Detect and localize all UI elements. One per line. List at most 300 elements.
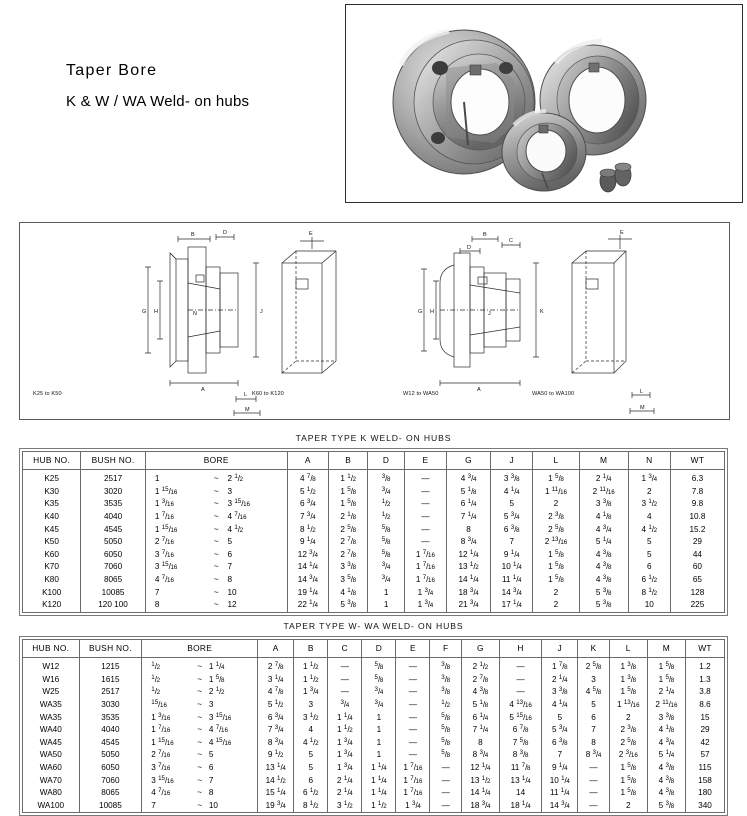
cell-hub-no: K50 [23, 536, 81, 549]
svg-text:G: G [418, 309, 423, 315]
cell-b: 3 $^5$/8 [329, 574, 368, 587]
cell-bush-no: 4040 [81, 511, 146, 524]
cell-a: 7 $^3$/4 [258, 724, 294, 737]
cell-l: 1 $^3$/8 [609, 658, 647, 674]
cell-f: — [430, 787, 461, 800]
cell-j: 5 [542, 711, 578, 724]
cell-a: 9 $^1$/2 [258, 749, 294, 762]
cell-l: 1 $^5$/8 [609, 787, 647, 800]
cell-wt: 10.8 [670, 511, 724, 524]
cell-m: 4 $^3$/8 [579, 561, 628, 574]
cell-d: 1 $^1$/2 [362, 800, 396, 813]
cell-m: 4 $^3$/4 [647, 737, 685, 750]
cell-b: 3 $^1$/2 [294, 711, 328, 724]
cell-l: 2 [609, 800, 647, 813]
cell-bush-no: 3020 [81, 486, 146, 499]
cell-b: 1 $^5$/8 [329, 498, 368, 511]
cell-e: — [396, 686, 430, 699]
cell-l: 2 $^3$/8 [609, 724, 647, 737]
cell-h: 11 $^7$/8 [499, 762, 541, 775]
cell-l: 1 $^5$/8 [533, 549, 579, 562]
column-header-d: D [362, 640, 396, 658]
cell-b: 3 $^3$/8 [329, 561, 368, 574]
table-w [22, 639, 725, 813]
cell-e: — [404, 498, 446, 511]
cell-k: 6 [578, 711, 609, 724]
cell-hub-no: WA70 [23, 774, 80, 787]
cell-n: 10 [628, 599, 670, 612]
cell-g: 2 $^1$/2 [461, 658, 499, 674]
cell-hub-no: WA60 [23, 762, 80, 775]
cell-a: 7 $^3$/4 [287, 511, 328, 524]
cell-hub-no: WA35 [23, 711, 80, 724]
cell-c: 1 $^3$/4 [328, 737, 362, 750]
cell-bore-range: 1 $^3$/16 ~ 3 $^{15}$/16 [145, 498, 287, 511]
cell-bush-no: 3535 [81, 498, 146, 511]
cell-j: 3 $^3$/8 [542, 686, 578, 699]
column-header-b: B [329, 452, 368, 470]
cell-hub-no: W16 [23, 674, 80, 687]
cell-wt: 1.2 [686, 658, 725, 674]
cell-wt: 180 [686, 787, 725, 800]
table-k-title: TAPER TYPE K WELD- ON HUBS [295, 433, 452, 443]
cell-j: 10 $^1$/4 [542, 774, 578, 787]
cell-a: 4 $^7$/8 [287, 470, 328, 486]
cell-j: 2 $^1$/4 [542, 674, 578, 687]
table-w-title: TAPER TYPE W- WA WELD- ON HUBS [283, 621, 464, 631]
cell-bush-no: 3030 [79, 699, 142, 712]
cell-a: 9 $^1$/4 [287, 536, 328, 549]
cell-h: 5 $^{15}$/16 [499, 711, 541, 724]
cell-e: 1 $^7$/16 [396, 762, 430, 775]
cell-j: 11 $^1$/4 [491, 574, 533, 587]
cell-d: 1 [362, 737, 396, 750]
cell-b: 2 $^1$/8 [329, 511, 368, 524]
cell-m: 3 $^3$/8 [579, 498, 628, 511]
cell-e: 1 $^7$/16 [396, 787, 430, 800]
cell-k: 5 [578, 699, 609, 712]
cell-j: 7 [491, 536, 533, 549]
column-header-n: N [628, 452, 670, 470]
cell-h: 13 $^1$/4 [499, 774, 541, 787]
column-header-l: L [609, 640, 647, 658]
cell-b: 2 $^7$/8 [329, 549, 368, 562]
cell-j: 4 $^1$/4 [542, 699, 578, 712]
cell-bush-no: 1615 [79, 674, 142, 687]
cell-bush-no: 6050 [81, 549, 146, 562]
cell-f: — [430, 762, 461, 775]
cell-bore-range: 3 $^7$/16 ~ 6 [142, 762, 258, 775]
cell-bore-range: 2 $^7$/16 ~ 5 [142, 749, 258, 762]
svg-text:B: B [483, 232, 487, 238]
cell-bore-range: 1 $^3$/16 ~ 3 $^{15}$/16 [142, 711, 258, 724]
cell-h: — [499, 658, 541, 674]
svg-text:D: D [223, 230, 227, 236]
cell-c: 1 $^1$/4 [328, 711, 362, 724]
table-row [23, 536, 725, 549]
cell-hub-no: K40 [23, 511, 81, 524]
cell-l: 2 $^5$/8 [533, 523, 579, 536]
cell-e: 1 $^7$/16 [404, 561, 446, 574]
cell-b: 2 $^7$/8 [329, 536, 368, 549]
table-row [23, 470, 725, 486]
cell-g: 21 $^3$/4 [446, 599, 490, 612]
cell-bore-range: 1 ~ 2 $^1$/2 [145, 470, 287, 486]
cell-d: $^1$/2 [368, 498, 405, 511]
cell-n: 6 [628, 561, 670, 574]
cell-e: 1 $^3$/4 [396, 800, 430, 813]
cell-f: $^5$/8 [430, 749, 461, 762]
table-k-body [23, 470, 725, 613]
cell-wt: 128 [670, 586, 724, 599]
product-photo [346, 5, 740, 200]
column-header-bush-no: BUSH NO. [79, 640, 142, 658]
svg-text:M: M [245, 407, 250, 413]
cell-a: 5 $^1$/2 [287, 486, 328, 499]
cell-j: 6 $^3$/8 [491, 523, 533, 536]
cell-b: 8 $^1$/2 [294, 800, 328, 813]
product-photo-frame [345, 4, 743, 203]
cell-k: — [578, 800, 609, 813]
cell-bush-no: 10085 [81, 586, 146, 599]
table-w-wrapper [19, 636, 728, 816]
cell-bore-range: $^{15}$/16 ~ 3 [142, 699, 258, 712]
table-w-body [23, 658, 725, 813]
cell-n: 5 [628, 536, 670, 549]
cell-hub-no: WA80 [23, 787, 80, 800]
cell-m: 4 $^3$/4 [579, 523, 628, 536]
cell-l: 1 $^5$/8 [609, 774, 647, 787]
svg-text:B: B [191, 232, 195, 238]
cell-g: 8 $^3$/4 [446, 536, 490, 549]
cell-a: 8 $^1$/2 [287, 523, 328, 536]
cell-k: 8 [578, 737, 609, 750]
column-header-b: B [294, 640, 328, 658]
cell-m: 5 $^1$/4 [579, 536, 628, 549]
cell-d: 1 $^1$/4 [362, 774, 396, 787]
cell-d: $^5$/8 [362, 658, 396, 674]
cell-hub-no: K45 [23, 523, 81, 536]
cell-j: 14 $^3$/4 [491, 586, 533, 599]
cell-hub-no: K30 [23, 486, 81, 499]
cell-b: 4 [294, 724, 328, 737]
cell-e: — [404, 470, 446, 486]
cell-g: 8 [446, 523, 490, 536]
cell-e: — [396, 699, 430, 712]
cell-wt: 29 [686, 724, 725, 737]
cell-bush-no: 3535 [79, 711, 142, 724]
cell-f: $^5$/8 [430, 724, 461, 737]
drawing-label-4: WA50 to WA100 [532, 391, 575, 397]
cell-bush-no: 2517 [79, 686, 142, 699]
cell-b: 5 [294, 749, 328, 762]
column-header-g: G [446, 452, 490, 470]
cell-j: 1 $^7$/8 [542, 658, 578, 674]
cell-a: 22 $^1$/4 [287, 599, 328, 612]
cell-l: 1 $^{13}$/16 [609, 699, 647, 712]
column-header-m: M [647, 640, 685, 658]
cell-m: 4 $^3$/8 [647, 774, 685, 787]
cell-bush-no: 6050 [79, 762, 142, 775]
table-k [22, 451, 725, 613]
cell-d: 1 $^1$/4 [362, 762, 396, 775]
cell-a: 2 $^7$/8 [258, 658, 294, 674]
cell-m: 2 $^{11}$/16 [579, 486, 628, 499]
cell-bush-no: 120 100 [81, 599, 146, 612]
table-row [23, 674, 725, 687]
page-header [0, 0, 747, 205]
cell-j: 10 $^1$/4 [491, 561, 533, 574]
cell-c: $^3$/4 [328, 699, 362, 712]
cell-g: 7 $^1$/4 [446, 511, 490, 524]
cell-b: 1 $^1$/2 [294, 658, 328, 674]
cell-bush-no: 5050 [79, 749, 142, 762]
cell-e: 1 $^7$/16 [404, 574, 446, 587]
cell-hub-no: W12 [23, 658, 80, 674]
cell-j: 4 $^1$/4 [491, 486, 533, 499]
cell-e: — [396, 711, 430, 724]
cell-c: — [328, 686, 362, 699]
cell-b: 3 [294, 699, 328, 712]
page-title [66, 62, 249, 110]
cell-m: 4 $^1$/8 [647, 724, 685, 737]
cell-d: $^5$/8 [368, 536, 405, 549]
cell-n: 2 [628, 486, 670, 499]
cell-h: — [499, 686, 541, 699]
table-row [23, 523, 725, 536]
svg-text:G: G [142, 309, 147, 315]
cell-e: — [396, 737, 430, 750]
svg-text:D: D [467, 245, 471, 251]
cell-bush-no: 1215 [79, 658, 142, 674]
cell-a: 3 $^1$/4 [258, 674, 294, 687]
cell-d: $^3$/4 [368, 561, 405, 574]
table-row [23, 574, 725, 587]
cell-d: $^5$/8 [368, 523, 405, 536]
cell-k: 2 $^5$/8 [578, 658, 609, 674]
cell-hub-no: K100 [23, 586, 81, 599]
cell-m: 4 $^1$/8 [579, 511, 628, 524]
drawing-k25-k50 [142, 230, 336, 416]
cell-f: $^5$/8 [430, 711, 461, 724]
cell-bore-range: $^1$/2 ~ 1 $^5$/8 [142, 674, 258, 687]
cell-l: 1 $^5$/8 [609, 762, 647, 775]
cell-bore-range: 2 $^7$/16 ~ 5 [145, 536, 287, 549]
cell-f: — [430, 800, 461, 813]
cell-n: 1 $^3$/4 [628, 470, 670, 486]
cell-wt: 1.3 [686, 674, 725, 687]
cell-bore-range: 1 $^{15}$/16 ~ 4 $^{15}$/16 [142, 737, 258, 750]
cell-d: $^3$/4 [368, 574, 405, 587]
cell-j: 3 $^3$/8 [491, 470, 533, 486]
cell-f: $^5$/8 [430, 737, 461, 750]
cell-l: 2 [609, 711, 647, 724]
column-header-d: D [368, 452, 405, 470]
cell-hub-no: K60 [23, 549, 81, 562]
cell-l: 2 [533, 498, 579, 511]
cell-m: 5 $^3$/8 [579, 586, 628, 599]
column-header-e: E [396, 640, 430, 658]
cell-hub-no: WA45 [23, 737, 80, 750]
cell-j: 6 $^3$/8 [542, 737, 578, 750]
cell-bush-no: 4545 [81, 523, 146, 536]
column-header-m: M [579, 452, 628, 470]
cell-d: 1 [368, 599, 405, 612]
cell-c: 1 $^1$/2 [328, 724, 362, 737]
table-row [23, 787, 725, 800]
cell-hub-no: K70 [23, 561, 81, 574]
svg-text:C: C [509, 238, 513, 244]
cell-hub-no: WA40 [23, 724, 80, 737]
cell-b: 1 $^1$/2 [329, 470, 368, 486]
cell-h: 18 $^1$/4 [499, 800, 541, 813]
cell-wt: 65 [670, 574, 724, 587]
cell-e: — [396, 749, 430, 762]
cell-bush-no: 4545 [79, 737, 142, 750]
cell-wt: 8.6 [686, 699, 725, 712]
cell-bush-no: 7060 [79, 774, 142, 787]
cell-e: 1 $^3$/4 [404, 599, 446, 612]
svg-text:N: N [193, 311, 197, 317]
cell-b: 6 [294, 774, 328, 787]
cell-j: 5 [491, 498, 533, 511]
cell-bore-range: 1 $^7$/16 ~ 4 $^7$/16 [145, 511, 287, 524]
table-row [23, 561, 725, 574]
cell-g: 6 $^1$/4 [446, 498, 490, 511]
cell-l: 1 $^{11}$/16 [533, 486, 579, 499]
cell-g: 18 $^3$/4 [461, 800, 499, 813]
cell-bush-no: 7060 [81, 561, 146, 574]
cell-g: 2 $^7$/8 [461, 674, 499, 687]
cell-d: 1 [362, 724, 396, 737]
cell-a: 14 $^1$/4 [287, 561, 328, 574]
cell-bore-range: 8 ~ 12 [145, 599, 287, 612]
cell-a: 4 $^7$/8 [258, 686, 294, 699]
column-header-bore: BORE [142, 640, 258, 658]
cell-m: 5 $^1$/4 [647, 749, 685, 762]
column-header-hub-no: HUB NO. [23, 452, 81, 470]
cell-m: 3 $^3$/8 [647, 711, 685, 724]
column-header-k: K [578, 640, 609, 658]
cell-f: $^1$/2 [430, 699, 461, 712]
table-row [23, 658, 725, 674]
table-row [23, 762, 725, 775]
table-row [23, 724, 725, 737]
svg-text:J: J [260, 309, 263, 315]
cell-wt: 115 [686, 762, 725, 775]
cell-wt: 340 [686, 800, 725, 813]
drawing-label-1: K25 to K50 [33, 391, 62, 397]
cell-wt: 15.2 [670, 523, 724, 536]
svg-text:L: L [640, 389, 644, 395]
cell-g: 8 [461, 737, 499, 750]
cell-bush-no: 2517 [81, 470, 146, 486]
title-line-1: Taper Bore [66, 62, 158, 79]
cell-l: 1 $^5$/8 [533, 574, 579, 587]
cell-c: 1 $^3$/4 [328, 749, 362, 762]
cell-l: 2 [533, 586, 579, 599]
drawing-w12-wa50 [418, 230, 654, 414]
cell-bore-range: 1 $^{15}$/16 ~ 4 $^1$/2 [145, 523, 287, 536]
cell-d: $^5$/8 [368, 549, 405, 562]
cell-e: 1 $^3$/4 [404, 586, 446, 599]
cell-l: 1 $^3$/8 [609, 674, 647, 687]
cell-d: 1 [362, 711, 396, 724]
cell-j: 17 $^1$/4 [491, 599, 533, 612]
title-line-2: K & W / WA Weld- on hubs [66, 93, 250, 110]
table-row [23, 774, 725, 787]
cell-g: 4 $^3$/8 [461, 686, 499, 699]
table-row [23, 737, 725, 750]
cell-d: $^1$/2 [368, 511, 405, 524]
cell-hub-no: W25 [23, 686, 80, 699]
cell-m: 4 $^3$/8 [647, 762, 685, 775]
cell-c: 2 $^1$/4 [328, 787, 362, 800]
cell-h: 8 $^3$/8 [499, 749, 541, 762]
cell-g: 13 $^1$/2 [446, 561, 490, 574]
cell-m: 2 $^1$/4 [579, 470, 628, 486]
cell-j: 5 $^3$/4 [491, 511, 533, 524]
cell-c: 3 $^1$/2 [328, 800, 362, 813]
cell-g: 8 $^3$/4 [461, 749, 499, 762]
cell-bore-range: 7 ~ 10 [142, 800, 258, 813]
cell-wt: 3.8 [686, 686, 725, 699]
svg-text:H: H [154, 309, 158, 315]
table-row [23, 800, 725, 813]
column-header-j: J [542, 640, 578, 658]
cell-bush-no: 4040 [79, 724, 142, 737]
table-row [23, 711, 725, 724]
cell-b: 1 $^3$/4 [294, 686, 328, 699]
column-header-l: L [533, 452, 579, 470]
cell-m: 5 $^3$/8 [647, 800, 685, 813]
cell-e: — [396, 658, 430, 674]
cell-a: 13 $^1$/4 [258, 762, 294, 775]
cell-bore-range: $^1$/2 ~ 2 $^1$/2 [142, 686, 258, 699]
column-header-hub-no: HUB NO. [23, 640, 80, 658]
table-k-header-row [23, 452, 725, 470]
column-header-a: A [287, 452, 328, 470]
cell-a: 12 $^3$/4 [287, 549, 328, 562]
cell-bore-range: 1 $^{15}$/16 ~ 3 [145, 486, 287, 499]
column-header-j: J [491, 452, 533, 470]
svg-text:K: K [540, 309, 544, 315]
column-header-e: E [404, 452, 446, 470]
column-header-bore: BORE [145, 452, 287, 470]
drawing-label-2: K60 to K120 [252, 391, 284, 397]
cell-b: 6 $^1$/2 [294, 787, 328, 800]
cell-n: 6 $^1$/2 [628, 574, 670, 587]
cell-wt: 6.3 [670, 470, 724, 486]
cell-n: 8 $^1$/2 [628, 586, 670, 599]
cell-bore-range: 3 $^{15}$/16 ~ 7 [142, 774, 258, 787]
cell-m: 1 $^5$/8 [647, 674, 685, 687]
cell-hub-no: WA35 [23, 699, 80, 712]
table-row [23, 511, 725, 524]
cell-bore-range: 4 $^7$/16 ~ 8 [142, 787, 258, 800]
cell-wt: 15 [686, 711, 725, 724]
table-k-wrapper [19, 448, 728, 616]
table-row [23, 586, 725, 599]
cell-a: 15 $^1$/4 [258, 787, 294, 800]
cell-wt: 7.8 [670, 486, 724, 499]
svg-text:A: A [477, 387, 481, 393]
cell-e: — [404, 511, 446, 524]
cell-g: 14 $^1$/4 [461, 787, 499, 800]
column-header-h: H [499, 640, 541, 658]
cell-bush-no: 8065 [81, 574, 146, 587]
cell-m: 1 $^5$/8 [647, 658, 685, 674]
